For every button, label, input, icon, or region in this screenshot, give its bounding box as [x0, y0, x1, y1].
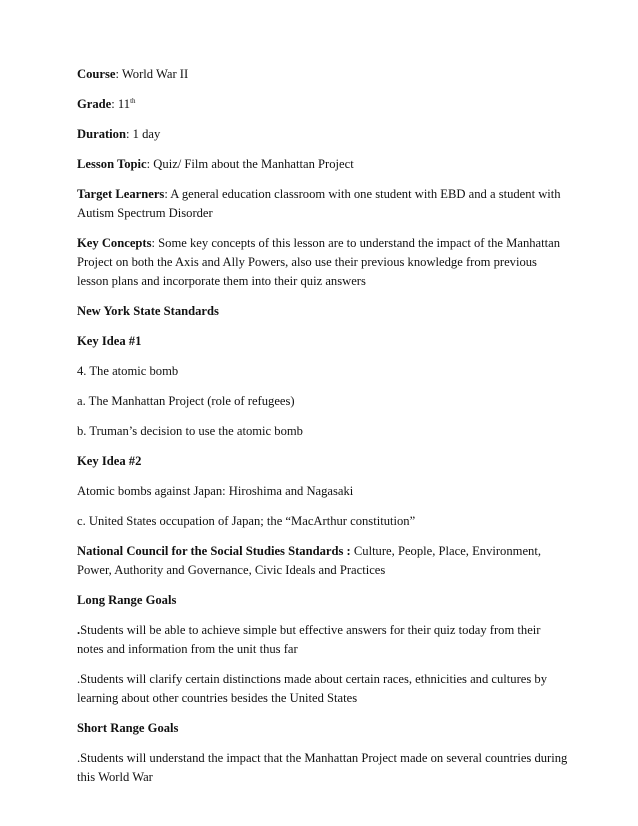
long-goal-1 [77, 621, 577, 659]
key-idea-2-item-c: c. United States occupation of Japan; the “MacArthur constitution” [77, 514, 416, 528]
long-goal-2 [77, 670, 577, 708]
grade-line [77, 95, 577, 114]
long-goal-1-line-1: Students will be able to achieve simple but effective answers for their quiz today from their [80, 623, 541, 637]
key-idea-1-heading: Key Idea #1 [77, 334, 142, 348]
grade-value: : 11 [111, 97, 131, 111]
duration-value: : 1 day [125, 127, 161, 141]
ncss-line-1: Culture, People, Place, Environment, [350, 544, 541, 558]
topic-line [77, 155, 577, 174]
short-goal-1-line-1: .Students will understand the impact that the Manhattan Project made on several countries during [77, 751, 568, 765]
duration-label: Duration [77, 127, 126, 141]
ny-standards-heading: New York State Standards [77, 304, 219, 318]
learners-line-2: Autism Spectrum Disorder [77, 206, 213, 220]
learners-paragraph [77, 185, 577, 223]
key-idea-1-item-4: 4. The atomic bomb [77, 364, 179, 378]
course-line [77, 65, 577, 84]
key-idea-2-heading: Key Idea #2 [77, 454, 142, 468]
ncss-paragraph [77, 542, 577, 580]
ncss-label: National Council for the Social Studies Standards : [77, 544, 351, 558]
learners-label: Target Learners [77, 187, 165, 201]
grade-suffix: th [130, 96, 136, 105]
long-range-goals-heading: Long Range Goals [77, 593, 177, 607]
long-goal-1-bullet: . [77, 623, 81, 637]
ncss-line-2: Power, Authority and Governance, Civic Ideals and Practices [77, 563, 386, 577]
key-idea-2-item-1: Atomic bombs against Japan: Hiroshima and Nagasaki [77, 484, 354, 498]
duration-line [77, 125, 577, 144]
learners-line-1: : A general education classroom with one student with EBD and a student with [164, 187, 561, 201]
concepts-label: Key Concepts [77, 236, 152, 250]
long-goal-1-line-2: notes and information from the unit thus far [77, 642, 298, 656]
course-value: : World War II [115, 67, 189, 81]
grade-label: Grade [77, 97, 112, 111]
concepts-line-2: Project on both the Axis and Ally Powers, also use their previous knowledge from previous [77, 255, 537, 269]
lesson-plan-content [77, 65, 577, 787]
short-goal-1-line-2: this World War [77, 770, 153, 784]
key-idea-1-item-b: b. Truman’s decision to use the atomic bomb [77, 424, 303, 438]
topic-value: : Quiz/ Film about the Manhattan Project [146, 157, 354, 171]
concepts-line-3: lesson plans and incorporate them into their quiz answers [77, 274, 366, 288]
concepts-paragraph [77, 234, 577, 291]
course-label: Course [77, 67, 116, 81]
key-idea-1-item-a: a. The Manhattan Project (role of refugees) [77, 394, 295, 408]
concepts-line-1: : Some key concepts of this lesson are to understand the impact of the Manhattan [151, 236, 561, 250]
long-goal-2-line-2: learning about other countries besides the United States [77, 691, 358, 705]
short-goal-1 [77, 749, 577, 787]
topic-label: Lesson Topic [77, 157, 147, 171]
long-goal-2-line-1: .Students will clarify certain distinctions made about certain races, ethnicities and cultures by [77, 672, 548, 686]
short-range-goals-heading: Short Range Goals [77, 721, 179, 735]
